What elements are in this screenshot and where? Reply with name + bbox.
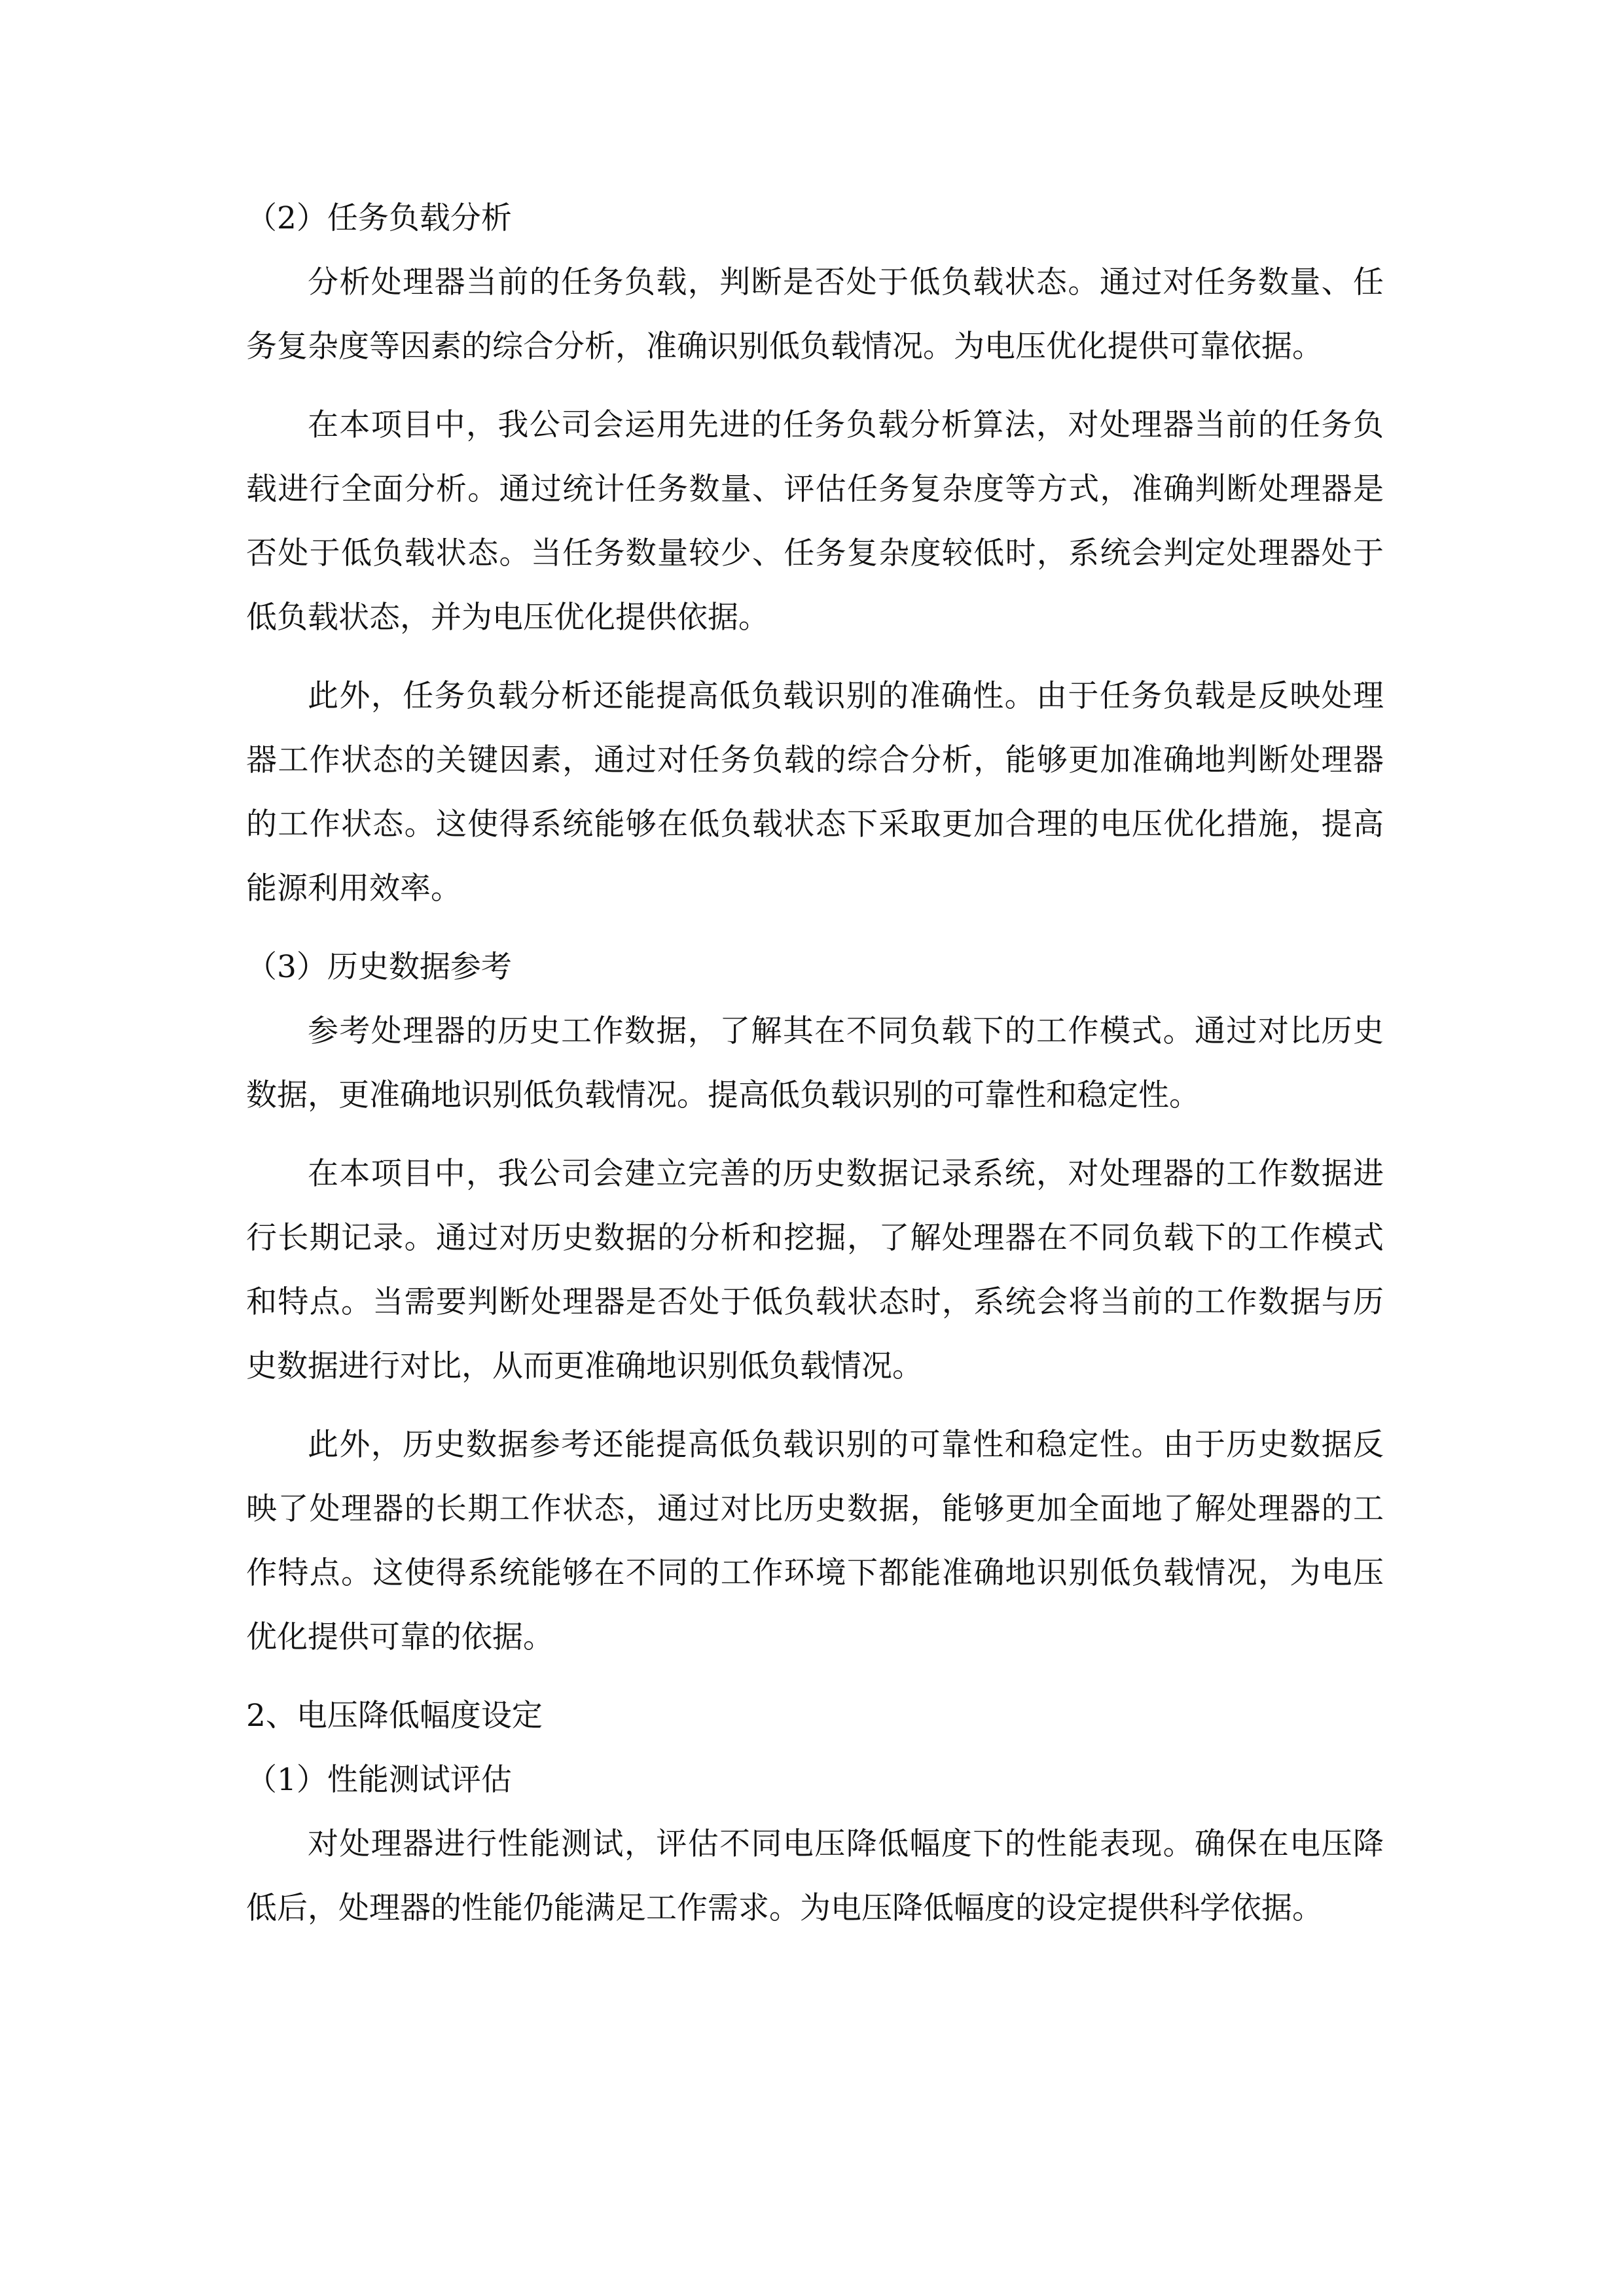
paragraph: 分析处理器当前的任务负载，判断是否处于低负载状态。通过对任务数量、任务复杂度等因素的综合分析，准确识别低负载情况。为电压优化提供可靠依据。 xyxy=(246,264,1384,365)
subheading-historical-data-reference: （3）历史数据参考 xyxy=(246,949,512,985)
paragraph: 在本项目中，我公司会建立完善的历史数据记录系统，对处理器的工作数据进行长期记录。通过对历史数据的分析和挖掘，了解处理器在不同负载下的工作模式和特点。当需要判断处理器是否处于低负载状态时，系统会将当前的工作数据与历史数据进行对比，从而更准确地识别低负载情况。 xyxy=(246,1156,1384,1384)
document-body xyxy=(246,187,1384,1955)
paragraph: 对处理器进行性能测试，评估不同电压降低幅度下的性能表现。确保在电压降低后，处理器的性能仍能满足工作需求。为电压降低幅度的设定提供科学依据。 xyxy=(246,1826,1384,1926)
subheading-task-load-analysis: （2）任务负载分析 xyxy=(246,200,512,236)
paragraph: 此外，历史数据参考还能提高低负载识别的可靠性和稳定性。由于历史数据反映了处理器的长期工作状态，通过对比历史数据，能够更加全面地了解处理器的工作特点。这使得系统能够在不同的工作环境下都能准确地识别低负载情况，为电压优化提供可靠的依据。 xyxy=(246,1427,1384,1655)
paragraph: 参考处理器的历史工作数据，了解其在不同负载下的工作模式。通过对比历史数据，更准确地识别低负载情况。提高低负载识别的可靠性和稳定性。 xyxy=(246,1013,1384,1113)
paragraph: 此外，任务负载分析还能提高低负载识别的准确性。由于任务负载是反映处理器工作状态的关键因素，通过对任务负载的综合分析，能够更加准确地判断处理器的工作状态。这使得系统能够在低负载状态下采取更加合理的电压优化措施，提高能源利用效率。 xyxy=(246,678,1384,906)
section-heading-voltage-reduction: 2、电压降低幅度设定 xyxy=(246,1698,543,1734)
subheading-performance-test: （1）性能测试评估 xyxy=(246,1762,512,1798)
paragraph: 在本项目中，我公司会运用先进的任务负载分析算法，对处理器当前的任务负载进行全面分析。通过统计任务数量、评估任务复杂度等方式，准确判断处理器是否处于低负载状态。当任务数量较少、任务复杂度较低时，系统会判定处理器处于低负载状态，并为电压优化提供依据。 xyxy=(246,407,1384,636)
